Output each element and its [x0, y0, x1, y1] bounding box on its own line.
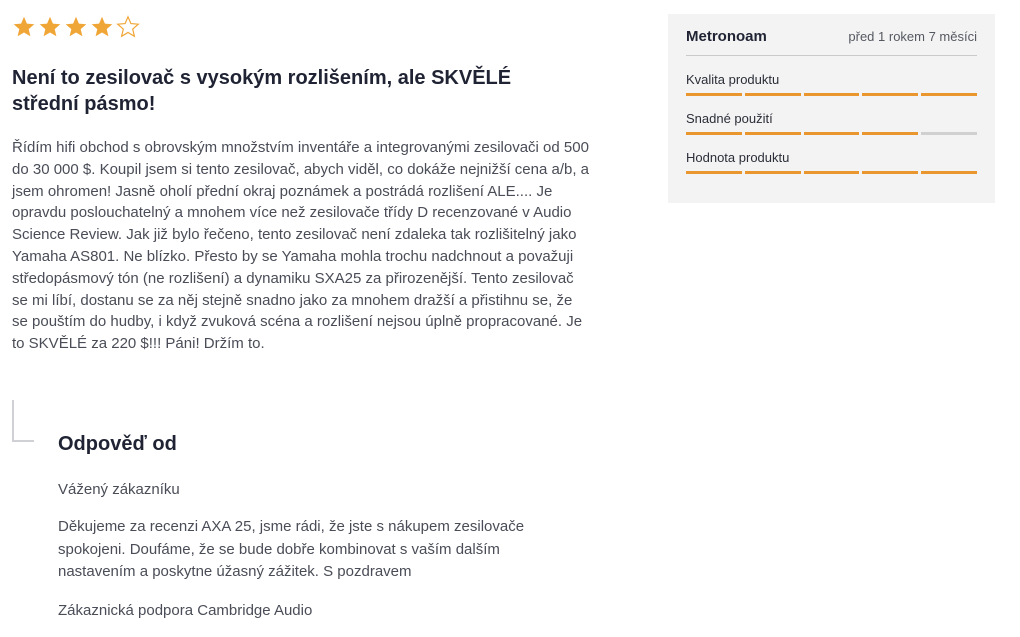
- rating-segment-filled: [804, 93, 860, 96]
- rating-segment-filled: [745, 93, 801, 96]
- rating-label: Kvalita produktu: [686, 72, 780, 87]
- star-icon: [90, 15, 114, 39]
- rating-segment-filled: [804, 171, 860, 174]
- merchant-response: [12, 398, 572, 637]
- star-icon: [38, 15, 62, 39]
- rating-segment-empty: [921, 132, 977, 135]
- rating-segment-filled: [686, 93, 742, 96]
- rating-segment-filled: [745, 171, 801, 174]
- rating-label: Hodnota produktu: [686, 150, 790, 165]
- rating-value: [686, 150, 977, 174]
- rating-segment-filled: [862, 132, 918, 135]
- rating-ease-of-use: [686, 111, 977, 135]
- rating-segment-filled: [745, 132, 801, 135]
- review-title: Není to zesilovač s vysokým rozlišením, ale SKVĚLÉ střední pásmo!: [12, 67, 512, 115]
- response-body: Děkujeme za recenzi AXA 25, jsme rádi, že jste s nákupem zesilovače spokojeni. Doufáme, že se bude dobře kombinovat s vaším dalším nastavením a poskytne úžasný zážitek. S pozdravem: [58, 518, 525, 580]
- response-bracket-decoration: [12, 400, 34, 442]
- reviewer-header: [686, 28, 977, 56]
- rating-bar: [686, 132, 977, 135]
- review-date: před 1 rokem 7 měsíci: [848, 29, 977, 44]
- rating-segment-filled: [686, 171, 742, 174]
- reviewer-card: [668, 14, 995, 203]
- rating-quality: [686, 72, 977, 96]
- star-outline-icon: [116, 15, 140, 39]
- response-signature: Zákaznická podpora Cambridge Audio: [58, 602, 313, 619]
- star-rating: [12, 12, 592, 42]
- rating-segment-filled: [686, 132, 742, 135]
- review: [12, 12, 592, 355]
- star-icon: [64, 15, 88, 39]
- rating-segment-filled: [804, 132, 860, 135]
- response-heading: Odpověď od: [58, 433, 177, 455]
- rating-bar: [686, 171, 977, 174]
- rating-label: Snadné použití: [686, 111, 773, 126]
- reviewer-name: Metronoam: [686, 28, 767, 45]
- rating-segment-filled: [921, 93, 977, 96]
- rating-segment-filled: [862, 171, 918, 174]
- rating-bar: [686, 93, 977, 96]
- star-icon: [12, 15, 36, 39]
- rating-segment-filled: [862, 93, 918, 96]
- rating-segment-filled: [921, 171, 977, 174]
- review-body: Řídím hifi obchod s obrovským množstvím inventáře a integrovanými zesilovači od 500 do 30 000 $. Koupil jsem si tento zesilovač, abych viděl, co dokáže nejnižší cena a/b, a jsem ohromen! Jasně oholí přední okraj poznámek a postrádá rozlišení ALE.... Je opravdu poslouchatelný a mnohem více než zesilovače třídy D recenzované v Audio Science Review. Jak již bylo řečeno, tento zesilovač není zdaleka tak rozlišitelný jako Yamaha AS801. Ne blízko. Přesto by se Yamaha mohla trochu nadchnout a považuji středopásmový tón (ne rozlišení) a dynamiku SXA25 za přirozenější. Tento zesilovač se mi líbí, dostanu se za něj stejně snadno jako za mnohem dražší a přistihnu se, že se pouštím do hudby, i když zvuková scéna a rozlišení nejsou úplně propracované. Je to SKVĚLÉ za 220 $!!! Páni! Držím to.: [12, 139, 590, 353]
- response-greeting: Vážený zákazníku: [58, 481, 180, 498]
